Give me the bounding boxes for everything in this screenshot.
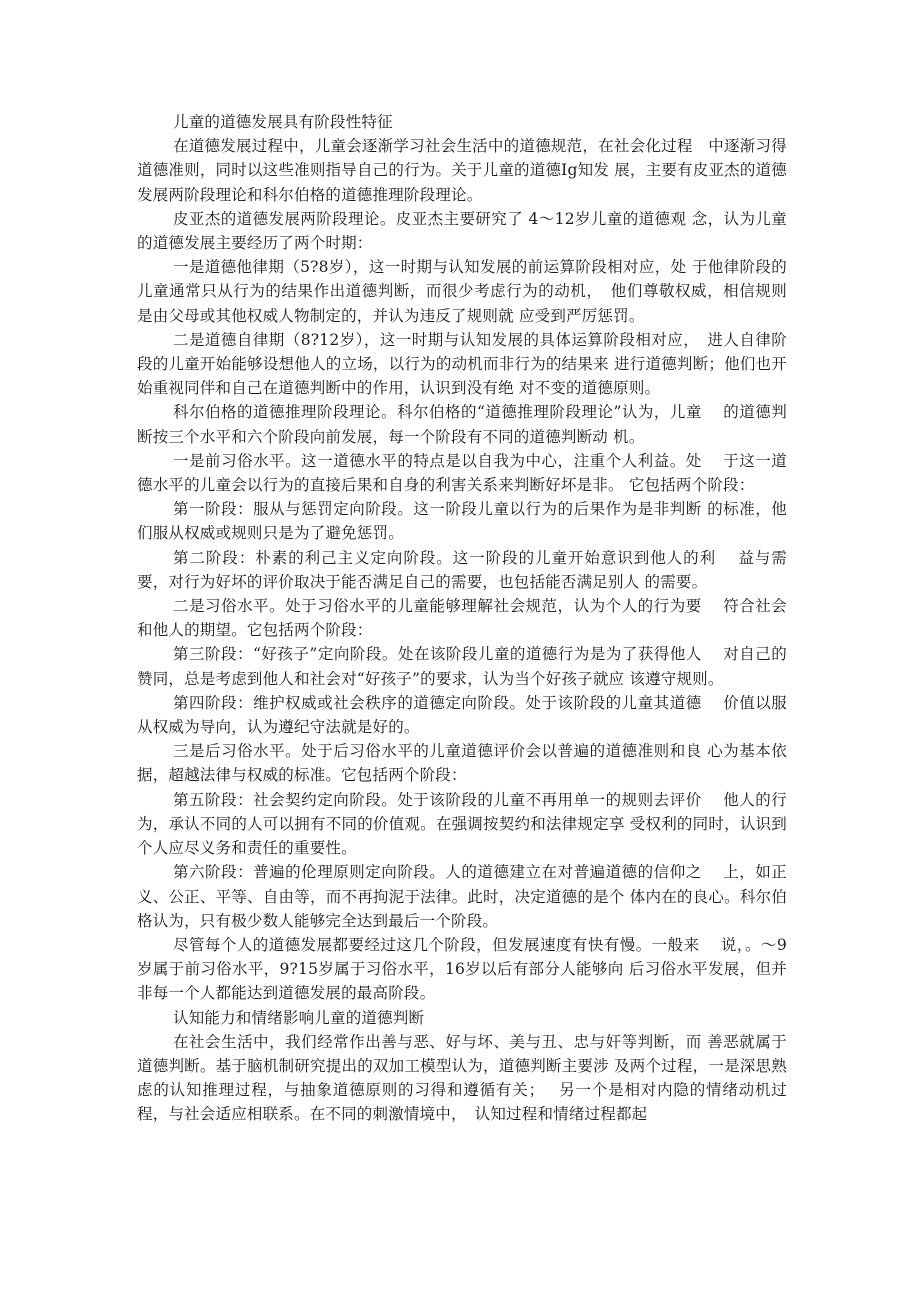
paragraph: 第四阶段：维护权威或社会秩序的道德定向阶段。处于该阶段的儿童其道德 价值以服从权威为导向，认为遵纪守法就是好的。 [137,693,787,737]
paragraph: 第五阶段：社会契约定向阶段。处于该阶段的儿童不再用单一的规则去评价 他人的行为，承认不同的人可以拥有不同的价值观。在强调按契约和法律规定享 受权利的同时，认识到个人应尽义务和责任的重要性。 [137,790,787,858]
paragraph: 皮亚杰的道德发展两阶段理论。皮亚杰主要研究了 4～12岁儿童的道德观 念，认为儿童的道德发展主要经历了两个时期： [137,209,787,253]
section-heading: 认知能力和情绪影响儿童的道德判断 [173,1008,425,1027]
paragraph: 在道德发展过程中，儿童会逐渐学习社会生活中的道德规范，在社会化过程 中逐渐习得道德准则，同时以这些准则指导自己的行为。关于儿童的道德Ig知发 展，主要有皮亚杰的道德发展两阶段理论和科尔伯格的道德推理阶段理论。 [137,137,787,204]
document-page [137,110,787,1127]
paragraph: 一是前习俗水平。这一道德水平的特点是以自我为中心，注重个人利益。处 于这一道德水平的儿童会以行为的直接后果和自身的利害关系来判断好坏是非。 它包括两个阶段： [137,451,787,495]
paragraph: 在社会生活中，我们经常作出善与恶、好与坏、美与丑、忠与奸等判断，而 善恶就属于道德判断。基于脑机制研究提出的双加工模型认为，道德判断主要涉 及两个过程，一是深思熟虑的认知推理过程，与抽象道德原则的习得和遵循有关； 另一个是相对内隐的情绪动机过程，与社会适应相联系。在不同的刺激情境中， 认知过程和情绪过程都起 [137,1032,787,1124]
paragraph: 二是道德自律期（8?12岁），这一时期与认知发展的具体运算阶段相对应， 进人自律阶段的儿童开始能够设想他人的立场，以行为的动机而非行为的结果来 进行道德判断；他们也开始重视同伴和自己在道德判断中的作用，认识到没有绝 对不变的道德原则。 [137,330,787,398]
paragraph: 第二阶段：朴素的利己主义定向阶段。这一阶段的儿童开始意识到他人的利 益与需要，对行为好坏的评价取决于能否满足自己的需要，也包括能否满足别人 的需要。 [137,548,787,591]
paragraph: 二是习俗水平。处于习俗水平的儿童能够理解社会规范，认为个人的行为要 符合社会和他人的期望。它包括两个阶段： [137,597,787,640]
paragraph: 第一阶段：服从与惩罚定向阶段。这一阶段儿童以行为的后果作为是非判断 的标准，他们服从权威或规则只是为了避免惩罚。 [137,500,787,543]
document-title: 儿童的道德发展具有阶段性特征 [173,113,393,131]
paragraph: 第六阶段：普遍的伦理原则定向阶段。人的道德建立在对普遍道德的信仰之 上，如正义、公正、平等、自由等，而不再拘泥于法律。此时，决定道德的是个 体内在的良心。科尔伯格认为，只有极少数人能够完全达到最后一个阶段。 [137,863,787,930]
paragraph: 尽管每个人的道德发展都要经过这几个阶段，但发展速度有快有慢。一般来 说，。～9岁属于前习俗水平，9?15岁属于习俗水平，16岁以后有部分人能够向 后习俗水平发展，但并非每一个人都能达到道德发展的最高阶段。 [137,935,787,1003]
paragraph: 三是后习俗水平。处于后习俗水平的儿童道德评价会以普遍的道德准则和良 心为基本依据，超越法律与权威的标准。它包括两个阶段： [137,742,787,785]
paragraph: 科尔伯格的道德推理阶段理论。科尔伯格的“道德推理阶段理论”认为，儿童 的道德判断按三个水平和六个阶段向前发展，每一个阶段有不同的道德判断动 机。 [137,403,787,446]
paragraph: 第三阶段：“好孩子”定向阶段。处在该阶段儿童的道德行为是为了获得他人 对自己的赞同，总是考虑到他人和社会对“好孩子”的要求，认为当个好孩子就应 该遵守规则。 [137,645,787,688]
paragraph: 一是道德他律期（5?8岁），这一时期与认知发展的前运算阶段相对应，处 于他律阶段的儿童通常只从行为的结果作出道德判断，而很少考虑行为的动机， 他们尊敬权威，相信规则是由父母或其他权威人物制定的，并认为违反了规则就 应受到严厉惩罚。 [137,258,787,325]
